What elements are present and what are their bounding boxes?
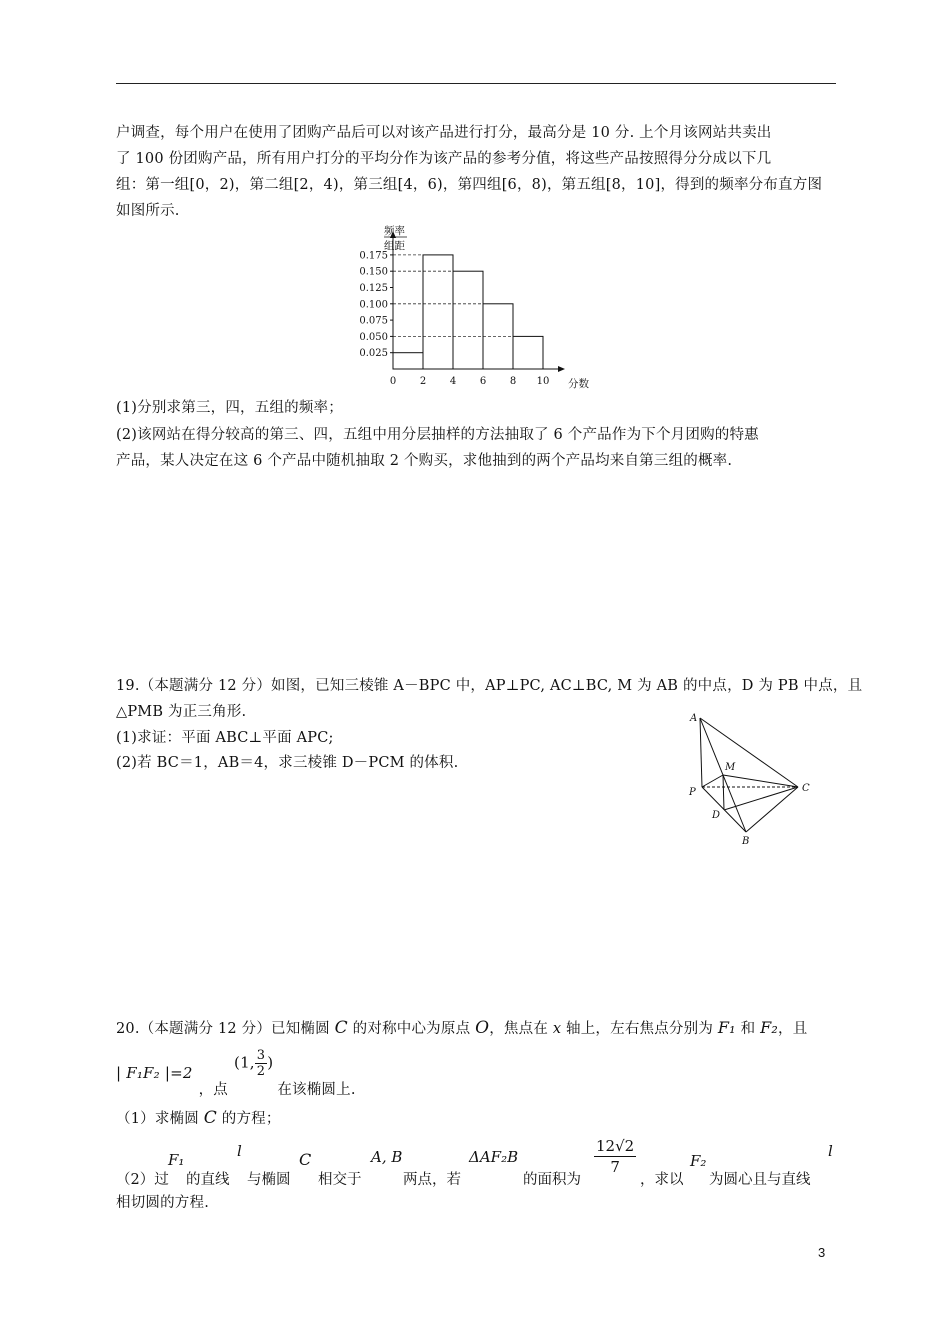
q20-text: 两点，若 xyxy=(403,1172,461,1188)
q18-text-line-4: 如图所示. xyxy=(116,203,180,219)
label-M: M xyxy=(725,762,736,773)
label-P: P xyxy=(689,787,696,798)
ellipse-symbol: C xyxy=(334,1018,348,1038)
q20-part-2-line-2: 相切圆的方程. xyxy=(116,1195,210,1211)
point-y-fraction xyxy=(255,1048,267,1079)
q20-text: （1）求椭圆 xyxy=(116,1111,204,1127)
edge-DC xyxy=(724,787,798,810)
x-tick-label: 6 xyxy=(479,376,487,387)
x-tick-label: 2 xyxy=(419,376,427,387)
x-tick-label: 10 xyxy=(536,376,550,387)
fraction-denominator: 7 xyxy=(610,1158,620,1176)
q18-part-2-line-2: 产品，某人决定在这 6 个产品中随机抽取 2 个购买，求他抽到的两个产品均来自第三组的概率. xyxy=(116,453,733,469)
q18-part-2-line-1: (2)该网站在得分较高的第三、四，五组中用分层抽样的方法抽取了 6 个产品作为下个月团购的特惠 xyxy=(116,427,759,443)
focus-f2-symbol: F₂ xyxy=(690,1152,707,1170)
fraction-numerator: 3 xyxy=(256,1048,266,1063)
q20-text: 的方程； xyxy=(216,1111,281,1127)
focus-f2-symbol: F₂ xyxy=(760,1018,779,1037)
x-axis-arrow xyxy=(558,366,565,372)
line-l-symbol: l xyxy=(237,1142,242,1160)
q19-text-line-2: △PMB 为正三角形. xyxy=(116,704,247,720)
point-close: ) xyxy=(267,1053,274,1072)
q18-text-line-3: 组：第一组[0，2)，第二组[2，4)，第三组[4，6)，第四组[6，8)，第五组[8，10]，得到的频率分布直方图 xyxy=(116,177,823,193)
x-axis-symbol: x xyxy=(552,1021,562,1037)
pyramid-figure xyxy=(680,708,820,852)
q19-text-line-1: 19.（本题满分 12 分）如图，已知三棱锥 A－BPC 中，AP⊥PC, AC⊥BC, M 为 AB 的中点，D 为 PB 中点，且 xyxy=(116,678,863,694)
y-tick-label: 0.175 xyxy=(359,250,388,262)
q20-text: 的对称中心为原点 xyxy=(347,1021,476,1037)
edge-MP xyxy=(702,775,723,787)
ellipse-symbol: C xyxy=(203,1108,217,1128)
q20-text: ，且 xyxy=(778,1021,808,1037)
label-A: A xyxy=(690,713,698,724)
q18-text-line-2: 了 100 份团购产品，所有用户打分的平均分作为该产品的参考分值，将这些产品按照得分分成以下几 xyxy=(116,151,772,167)
triangle-symbol: ΔAF₂B xyxy=(469,1148,519,1166)
y-tick-label: 0.125 xyxy=(359,283,388,294)
q20-text: 相交于 xyxy=(318,1172,362,1188)
y-tick-label: 0.100 xyxy=(359,299,388,311)
frequency-histogram xyxy=(355,222,595,396)
histogram-bar xyxy=(453,271,483,369)
q20-text: ，求以 xyxy=(640,1172,684,1188)
edge-BC xyxy=(746,787,798,832)
label-D: D xyxy=(712,810,721,821)
q20-part-2-line-1 xyxy=(116,1138,836,1188)
y-axis-label-bottom: 组距 xyxy=(384,240,405,252)
q19-part-1: (1)求证：平面 ABC⊥平面 APC; xyxy=(116,730,334,746)
histogram-bar xyxy=(393,353,423,369)
edge-AP xyxy=(700,718,702,787)
x-tick-label: 0 xyxy=(389,376,397,387)
q20-text: ，焦点在 xyxy=(489,1021,553,1037)
q20-text: 的面积为 xyxy=(523,1172,581,1188)
q20-text: 为圆心且与直线 xyxy=(709,1172,811,1188)
point-expr xyxy=(234,1048,273,1079)
y-tick-label: 0.150 xyxy=(359,266,388,278)
q20-text: 在该椭圆上. xyxy=(277,1081,356,1098)
y-axis-label-top: 频率 xyxy=(384,225,405,237)
q20-text-line-1 xyxy=(116,1018,807,1039)
edge-MD xyxy=(723,775,724,810)
q20-text: （2）过 xyxy=(116,1172,169,1188)
q20-text: ，点 xyxy=(198,1081,229,1098)
x-tick-label: 8 xyxy=(509,376,517,387)
area-fraction xyxy=(594,1136,636,1177)
q20-text: 和 xyxy=(735,1021,761,1037)
point-x: (1, xyxy=(234,1053,255,1072)
histogram-bar xyxy=(423,255,453,369)
edge-MC xyxy=(723,775,798,787)
x-axis-label: 分数 xyxy=(568,378,589,390)
y-tick-label: 0.025 xyxy=(359,348,388,360)
y-tick-label: 0.075 xyxy=(359,315,388,327)
line-l-symbol: l xyxy=(828,1142,833,1160)
focus-f1-symbol: F₁ xyxy=(717,1018,736,1037)
origin-symbol: O xyxy=(475,1018,490,1038)
label-B: B xyxy=(742,836,750,847)
q20-part-1 xyxy=(116,1108,281,1129)
page-number: 3 xyxy=(818,1245,826,1260)
points-ab-symbol: A, B xyxy=(371,1148,403,1166)
q18-text-line-1: 户调查，每个用户在使用了团购产品后可以对该产品进行打分，最高分是 10 分. 上个月该网站共卖出 xyxy=(116,125,772,141)
q19-part-2: (2)若 BC＝1，AB＝4，求三棱锥 D－PCM 的体积. xyxy=(116,755,459,771)
q18-part-1: (1)分别求第三，四，五组的频率； xyxy=(116,400,343,416)
q20-text: 与椭圆 xyxy=(247,1172,291,1188)
header-rule xyxy=(116,83,836,84)
focus-f1-symbol: F₁ xyxy=(168,1151,185,1169)
y-tick-label: 0.050 xyxy=(359,331,388,343)
histogram-bar xyxy=(513,336,543,369)
label-C: C xyxy=(802,783,810,794)
q20-text-line-2 xyxy=(116,1048,356,1098)
fraction-denominator: 2 xyxy=(256,1064,266,1079)
edge-AC xyxy=(700,718,798,787)
ellipse-symbol: C xyxy=(299,1150,312,1169)
x-tick-label: 4 xyxy=(449,376,457,387)
focal-distance-expr: | F₁F₂ |=2 xyxy=(116,1063,193,1082)
q20-text: 的直线 xyxy=(186,1172,230,1188)
q20-text: 轴上，左右焦点分别为 xyxy=(561,1021,718,1037)
q20-intro: 20.（本题满分 12 分）已知椭圆 xyxy=(116,1021,335,1037)
fraction-numerator: 12√2 xyxy=(596,1137,635,1155)
